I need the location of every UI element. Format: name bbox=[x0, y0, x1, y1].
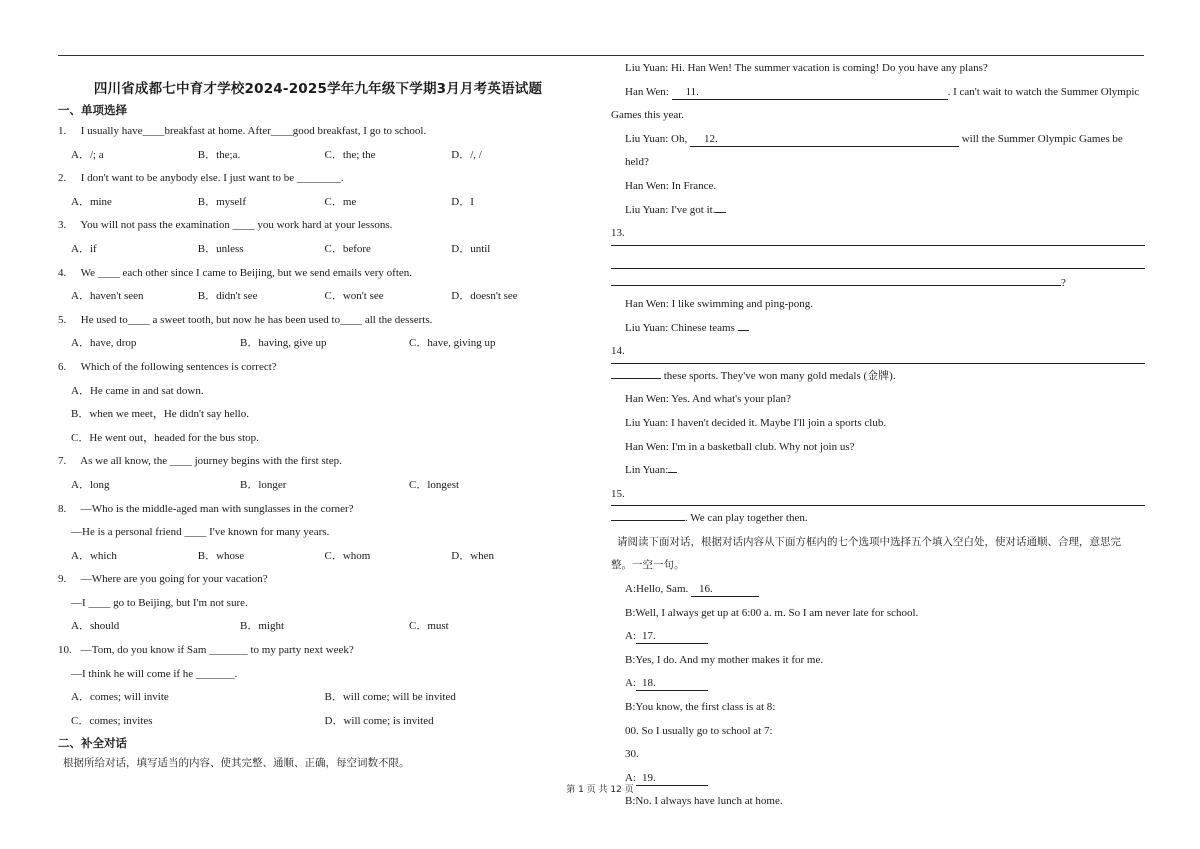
blank-12[interactable]: 12. bbox=[690, 132, 959, 147]
question-8: 8. —Who is the middle-aged man with sunglasses in the corner? bbox=[58, 502, 354, 515]
blank-mark bbox=[738, 318, 749, 331]
section-heading-dialogue: 二、补全对话 bbox=[58, 736, 127, 751]
header-rule bbox=[58, 55, 1144, 56]
option[interactable]: C．longest bbox=[409, 478, 460, 491]
option[interactable]: A．/; a bbox=[71, 148, 104, 161]
dialogue-line: B:No. I always have lunch at home. bbox=[625, 795, 783, 808]
options-9 bbox=[58, 615, 578, 639]
option[interactable]: A．which bbox=[71, 549, 117, 562]
option[interactable]: B．might bbox=[240, 620, 285, 633]
options-10a bbox=[58, 686, 578, 710]
dialogue-line: B:You know, the first class is at 8: bbox=[625, 701, 776, 714]
section-instruction: 请阅读下面对话，根据对话内容从下面方框内的七个选项中选择五个填入空白处，使对话通顺、合理，意思完 bbox=[617, 535, 1121, 548]
section-instruction: 根据所给对话，填写适当的内容、使其完整、通顺、正确，每空词数不限。 bbox=[63, 757, 410, 770]
dialogue-line: Liu Yuan: I've got it. bbox=[611, 199, 1145, 223]
blank-16[interactable]: 16. bbox=[691, 582, 759, 597]
dialogue-line: B:Yes, I do. And my mother makes it for me. bbox=[625, 653, 824, 666]
question-5: 5. He used to____ a sweet tooth, but now he has been used to____ all the desserts. bbox=[58, 313, 433, 326]
option[interactable]: A．have, drop bbox=[71, 337, 137, 350]
option[interactable]: C．have, giving up bbox=[409, 337, 496, 350]
blank-17[interactable]: 17. bbox=[636, 629, 708, 644]
option[interactable]: C．He went out，headed for the bus stop. bbox=[71, 431, 259, 444]
section-instruction-cont: 整。一空一句。 bbox=[611, 559, 685, 572]
question-3: 3. You will not pass the examination ____ you work hard at your lessons. bbox=[58, 219, 393, 232]
answer-line-end[interactable] bbox=[611, 269, 1061, 286]
page-title: 四川省成都七中育才学校2024-2025学年九年级下学期3月月考英语试题 bbox=[93, 81, 543, 97]
option[interactable]: C．comes; invites bbox=[71, 714, 153, 727]
options-5 bbox=[58, 332, 578, 356]
question-10-response: —I think he will come if he _______. bbox=[71, 667, 238, 680]
dialogue-line: Han Wen: In France. bbox=[625, 179, 717, 192]
section-heading-single-choice: 一、单项选择 bbox=[58, 103, 127, 117]
blank-14-end[interactable] bbox=[611, 364, 661, 379]
option[interactable]: B．will come; will be invited bbox=[324, 691, 456, 704]
dialogue-line: Han Wen: 11. . I can't wait to watch the Summer Olympic bbox=[625, 85, 1140, 98]
option[interactable]: C．before bbox=[324, 242, 371, 255]
question-6: 6. Which of the following sentences is correct? bbox=[58, 360, 277, 373]
option[interactable]: C．must bbox=[409, 620, 449, 633]
option[interactable]: C．me bbox=[324, 195, 357, 208]
options-4 bbox=[58, 285, 578, 309]
option[interactable]: B．when we meet，He didn't say hello. bbox=[71, 408, 249, 421]
option[interactable]: A．He came in and sat down. bbox=[71, 384, 204, 397]
option[interactable]: A．should bbox=[71, 620, 120, 633]
answer-line-13[interactable]: 13. bbox=[611, 222, 1145, 246]
right-column bbox=[611, 57, 1145, 814]
options-3 bbox=[58, 238, 578, 262]
question-8-response: —He is a personal friend ____ I've known for many years. bbox=[71, 526, 330, 539]
dialogue-line: Han Wen: I like swimming and ping-pong. bbox=[625, 297, 814, 310]
blank-mark bbox=[668, 460, 677, 473]
option[interactable]: C．the; the bbox=[324, 148, 376, 161]
blank-11[interactable]: 11. bbox=[672, 85, 948, 100]
option[interactable]: A．haven't seen bbox=[71, 290, 144, 303]
option[interactable]: D．will come; is invited bbox=[324, 714, 434, 727]
page-footer: 第 1 页 共 12 页 bbox=[566, 785, 634, 795]
answer-line-14[interactable]: 14. bbox=[611, 340, 1145, 364]
blank-mark bbox=[715, 200, 726, 213]
option[interactable]: D．until bbox=[451, 242, 491, 255]
options-8 bbox=[58, 545, 578, 569]
question-10: 10. —Tom, do you know if Sam _______ to my party next week? bbox=[58, 644, 354, 657]
blank-18[interactable]: 18. bbox=[636, 676, 708, 691]
option[interactable]: B．longer bbox=[240, 478, 287, 491]
answer-line[interactable]: ? bbox=[611, 269, 1145, 293]
option[interactable]: B．myself bbox=[197, 195, 247, 208]
dialogue-line: Liu Yuan: Chinese teams bbox=[611, 317, 1145, 341]
dialogue-line: these sports. They've won many gold medals (金牌). bbox=[611, 364, 1145, 389]
dialogue-line: A: 19. bbox=[611, 767, 1145, 791]
dialogue-line: Lin Yuan: bbox=[611, 459, 1145, 483]
blank-19[interactable]: 19. bbox=[636, 771, 708, 786]
question-4: 4. We ____ each other since I came to Beijing, but we send emails very often. bbox=[58, 266, 413, 279]
question-9: 9. —Where are you going for your vacation? bbox=[58, 573, 268, 586]
answer-line[interactable] bbox=[611, 246, 1145, 270]
dialogue-line: Games this year. bbox=[611, 109, 685, 122]
question-2: 2. I don't want to be anybody else. I just want to be ________. bbox=[58, 172, 344, 185]
left-column bbox=[58, 62, 578, 773]
options-10b bbox=[58, 710, 578, 734]
dialogue-line: A:Hello, Sam. 16. bbox=[611, 578, 1145, 602]
question-1: 1. I usually have____breakfast at home. After____good breakfast, I go to school. bbox=[58, 125, 427, 137]
option[interactable]: A．comes; will invite bbox=[71, 691, 169, 704]
options-7 bbox=[58, 474, 578, 498]
option[interactable]: B．the;a. bbox=[197, 148, 241, 161]
question-9-response: —I ____ go to Beijing, but I'm not sure. bbox=[71, 596, 248, 609]
options-1 bbox=[58, 144, 578, 168]
option[interactable]: D．I bbox=[451, 195, 474, 208]
dialogue-line: . We can play together then. bbox=[611, 506, 1145, 531]
option[interactable]: C．won't see bbox=[324, 290, 384, 303]
dialogue-line: 30. bbox=[625, 748, 639, 761]
dialogue-line: Han Wen: I'm in a basketball club. Why not join us? bbox=[625, 440, 855, 453]
option[interactable]: B．having, give up bbox=[240, 337, 327, 350]
option[interactable]: D．when bbox=[451, 549, 495, 562]
option[interactable]: A．long bbox=[71, 478, 110, 491]
dialogue-line: Liu Yuan: Oh, 12. will the Summer Olympic Games be held? bbox=[625, 132, 1123, 169]
option[interactable]: B．unless bbox=[197, 242, 244, 255]
option[interactable]: D．/, / bbox=[451, 148, 482, 161]
dialogue-line: A: 18. bbox=[611, 672, 1145, 696]
dialogue-line: 00. So I usually go to school at 7: bbox=[625, 724, 773, 737]
options-2 bbox=[58, 191, 578, 215]
dialogue-line: Liu Yuan: I haven't decided it. Maybe I'll join a sports club. bbox=[625, 416, 887, 429]
option[interactable]: D．doesn't see bbox=[451, 290, 518, 303]
dialogue-line: B:Well, I always get up at 6:00 a. m. So I am never late for school. bbox=[625, 606, 919, 619]
option[interactable]: B．didn't see bbox=[197, 290, 258, 303]
option[interactable]: C．whom bbox=[324, 549, 371, 562]
option[interactable]: B．whose bbox=[197, 549, 245, 562]
dialogue-line: Han Wen: Yes. And what's your plan? bbox=[625, 393, 791, 406]
dialogue-line: Liu Yuan: Hi. Han Wen! The summer vacation is coming! Do you have any plans? bbox=[625, 62, 988, 74]
option[interactable]: A．mine bbox=[71, 195, 112, 208]
blank-15-end[interactable] bbox=[611, 506, 685, 521]
question-7: 7. As we all know, the ____ journey begins with the first step. bbox=[58, 455, 342, 468]
answer-line-15[interactable]: 15. bbox=[611, 483, 1145, 507]
option[interactable]: A．if bbox=[71, 242, 97, 255]
dialogue-line: A: 17. bbox=[611, 625, 1145, 649]
